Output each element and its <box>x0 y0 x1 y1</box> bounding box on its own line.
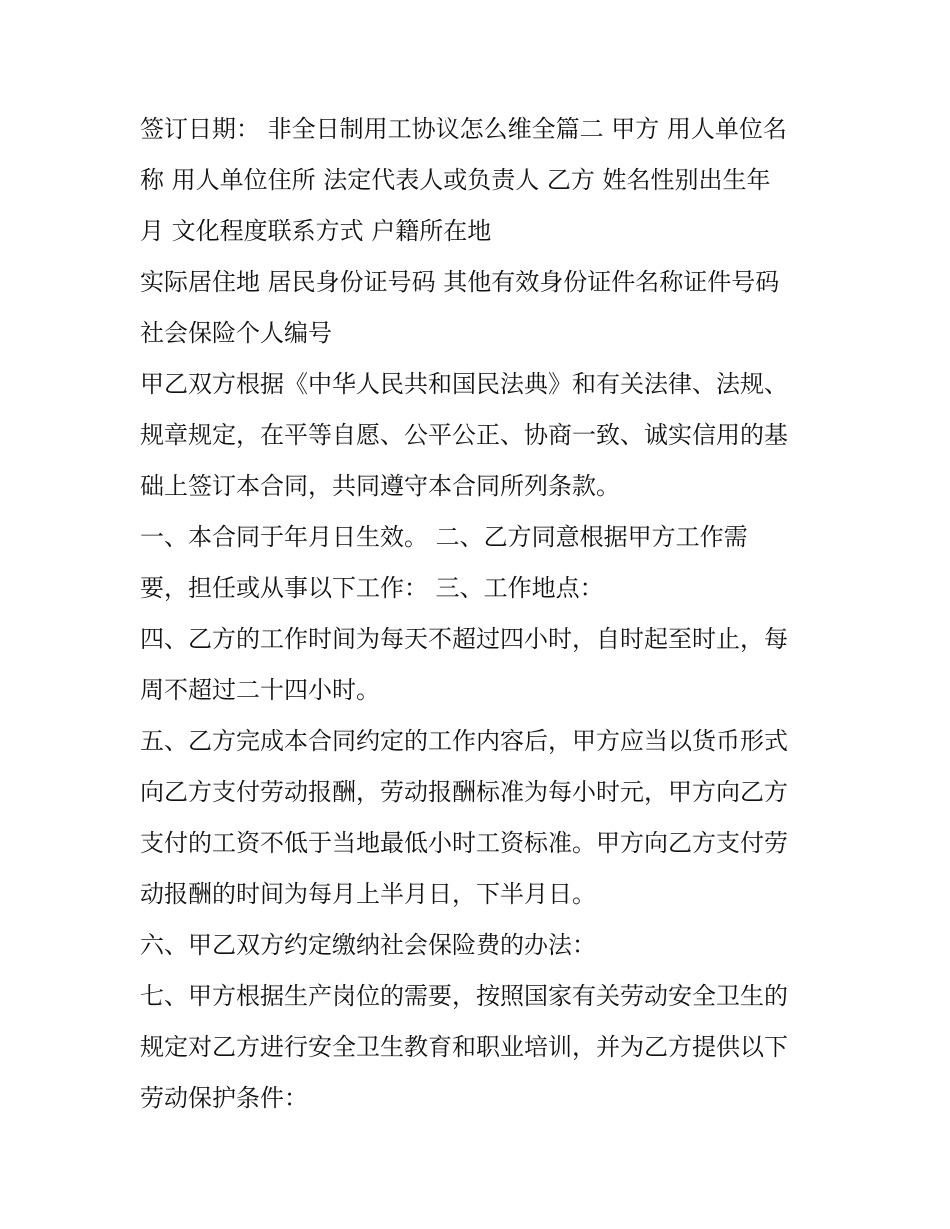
text-line: 实际居住地 居民身份证号码 其他有效身份证件名称证件号码 <box>140 268 780 296</box>
text-line: 七、甲方根据生产岗位的需要，按照国家有关劳动安全卫生的 <box>140 982 788 1010</box>
text-line: 六、甲乙双方约定缴纳社会保险费的办法： <box>140 931 596 959</box>
text-line: 要，担任或从事以下工作： 三、工作地点： <box>140 574 604 602</box>
text-line: 支付的工资不低于当地最低小时工资标准。甲方向乙方支付劳 <box>140 829 788 857</box>
text-line: 周不超过二十四小时。 <box>140 676 380 704</box>
contract-text <box>140 104 820 1124</box>
text-line: 社会保险个人编号 <box>140 319 332 347</box>
text-line: 称 用人单位住所 法定代表人或负责人 乙方 姓名性别出生年 <box>140 166 771 194</box>
text-line: 规章规定，在平等自愿、公平公正、协商一致、诚实信用的基 <box>140 421 788 449</box>
text-line: 劳动保护条件： <box>140 1084 308 1112</box>
text-line: 五、乙方完成本合同约定的工作内容后，甲方应当以货币形式 <box>140 727 788 755</box>
text-line: 月 文化程度联系方式 户籍所在地 <box>140 217 492 245</box>
text-line: 动报酬的时间为每月上半月日，下半月日。 <box>140 880 596 908</box>
text-line: 签订日期： 非全日制用工协议怎么维全篇二 甲方 用人单位名 <box>140 115 787 143</box>
text-line: 规定对乙方进行安全卫生教育和职业培训，并为乙方提供以下 <box>140 1033 788 1061</box>
text-line: 础上签订本合同，共同遵守本合同所列条款。 <box>140 472 620 500</box>
text-line: 一、本合同于年月日生效。 二、乙方同意根据甲方工作需 <box>140 523 748 551</box>
text-line: 向乙方支付劳动报酬，劳动报酬标准为每小时元，甲方向乙方 <box>140 778 788 806</box>
text-line: 甲乙双方根据《中华人民共和国民法典》和有关法律、法规、 <box>140 370 788 398</box>
text-line: 四、乙方的工作时间为每天不超过四小时，自时起至时止，每 <box>140 625 788 653</box>
